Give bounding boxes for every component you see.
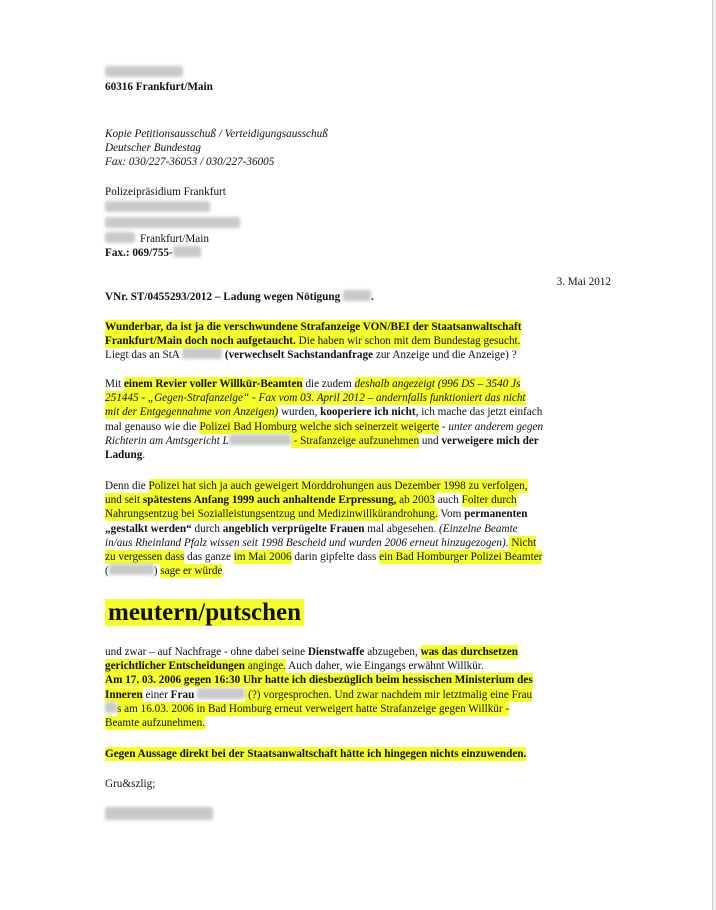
p3-text: Vom (437, 508, 465, 521)
recipient-block (105, 185, 611, 260)
p4-text: Beamte aufzunehmen. (105, 716, 206, 729)
p3-text: Polizei hat sich ja auch geweigert Morddrohungen aus Dezember 1998 zu verfolgen, (148, 480, 528, 492)
p4-text: s am 16.03. 2006 in Bad Homburg erneut verweigert hatte Strafanzeige gegen Willkür - (117, 702, 510, 715)
p3-text: in/aus Rheinland Pfalz wissen seit 1998 Bescheid und wurden 2006 erneut hinzugezogen). (105, 536, 509, 549)
p1-text: zur Anzeige und die Anzeige) ? (373, 349, 517, 362)
p3-text: Nahrungsentzug bei Sozialleistungsentzug und Medizinwillkürandrohung. (105, 508, 438, 521)
recipient-street-redacted (105, 201, 611, 215)
p2-text: verweigere mich der (441, 434, 539, 447)
recipient-fax (105, 246, 611, 260)
recipient-city-line (105, 232, 611, 246)
p2-text: wurden, (278, 406, 321, 419)
p4-text: abzugeben, (364, 646, 421, 658)
p3-text: Denn die (105, 480, 149, 492)
p1-text: verschwundene Strafanzeige VON/BEI der Staatsanwaltschaft (223, 321, 522, 333)
p2-text: . (142, 448, 146, 461)
p4-text: Dienstwaffe (307, 646, 365, 658)
p1-text: (verwechselt Sachstandanfrage (222, 349, 374, 362)
p3-text: „gestalkt werden“ (105, 522, 192, 535)
p2-text: Richterin am Amtsgericht L (105, 434, 229, 447)
p3-text: ab 2003 (396, 494, 435, 507)
p3-text: ein Bad Homburger Polizei Beamter (379, 550, 543, 563)
closing-statement (105, 747, 611, 761)
p4-text: anginge. (244, 660, 286, 673)
p3-text: (Einzelne Beamte (439, 522, 518, 535)
p3-text: Folter durch (461, 494, 517, 507)
p3-text: späteste (140, 494, 181, 507)
p4-text: (?) vorgesprochen. Und zwar nachdem mir letztmalig eine Frau (245, 688, 533, 701)
recipient-city: Frankfurt/Main (140, 232, 209, 245)
p3-text: auch (434, 494, 462, 507)
p4-text: Am 17. 03. 2006 gegen 16:30 Uhr hatte ich diesbezüglich beim hessischen Ministerium des (105, 674, 533, 687)
copy-block (105, 127, 611, 170)
p2-text: Ladung (105, 448, 143, 461)
p3-text: und seit (105, 494, 141, 507)
p2-text: einem Revier voller Willkür-Beamten (123, 378, 303, 390)
copy-line-2: Deutscher Bundestag (105, 142, 202, 155)
p2-text: die zudem (302, 378, 355, 390)
p1-text: Frankfurt/Main doch noch aufgetaucht. (105, 335, 296, 348)
p4-text: und zwar – auf Nachfrage - ohne dabei seine (105, 646, 308, 658)
p2-text: Polizei Bad Homburg welche sich seinerzeit weigerte (199, 420, 440, 433)
p3-text: im Mai 2006 (233, 550, 292, 563)
p1-text: Liegt das an StA (105, 349, 183, 362)
p2-text: und (419, 434, 442, 447)
p4-text: einer (142, 688, 171, 701)
subject-text: VNr. ST/0455293/2012 – Ladung wegen Nötigung (105, 291, 341, 303)
p2-text: deshalb angezeigt (996 DS – 3540 Js (354, 378, 521, 390)
paragraph-2 (105, 377, 611, 462)
p2-text: , ich mache das jetzt einfach (415, 406, 543, 419)
p1-text: Die haben wir schon mit dem Bundestag gesucht. (295, 335, 521, 348)
closing-statement-text: Gegen Aussage direkt bei der Staatsanwaltschaft hätte ich hingegen nichts einzuwenden. (105, 748, 527, 760)
p2-text: 251445 - „Gegen-Strafanzeige“ - Fax vom 03. April 2012 – andernfalls funktioniert das nicht (105, 392, 526, 405)
p3-text: durch (191, 522, 223, 535)
recipient-fax-text: Fax.: 069/755- (105, 246, 173, 259)
copy-line-1: Kopie Petitionsausschuß / Verteidigungsausschuß (105, 128, 328, 140)
p4-text: Auch daher, wie Eingangs erwähnt Willkür. (285, 660, 484, 673)
p3-text: ) (153, 565, 161, 578)
emphasis-heading-text: meutern/putschen (105, 599, 304, 626)
p3-text: permanenten (464, 508, 528, 521)
p3-text: ns Anfang 1999 auch anhaltende Erpressung, (180, 494, 397, 507)
p2-text: - Strafanzeige aufzunehmen (290, 434, 420, 447)
p4-text: Inneren (105, 688, 143, 701)
p3-text: darin gipfelte dass (291, 550, 380, 563)
p2-text: mal genauso wie die (105, 420, 200, 433)
sender-city: 60316 Frankfurt/Main (105, 81, 213, 94)
paragraph-3 (105, 479, 611, 578)
copy-line-3: Fax: 030/227-36053 / 030/227-36005 (105, 156, 275, 169)
p1-text: Wunderbar, da ist ja die (105, 321, 224, 333)
p3-text: ( (105, 565, 109, 578)
p2-text: Mit (105, 378, 124, 390)
emphasis-heading (105, 598, 611, 628)
p4-text: Frau (170, 688, 195, 701)
greeting: Gru&szlig; (105, 778, 156, 790)
subject-line: VNr. ST/0455293/2012 – Ladung wegen Nötigung . (105, 291, 374, 303)
paragraph-4 (105, 645, 611, 730)
p3-text: zu vergessen dass (105, 550, 185, 563)
p2-text: mit der Entgegennahme von Anzeigen) (105, 406, 279, 419)
paragraph-1 (105, 320, 611, 363)
p3-text: das ganze (184, 550, 234, 563)
p4-text: gerichtlicher Entscheidungen (105, 660, 245, 673)
recipient-name: Polizeipräsidium Frankfurt (105, 186, 226, 198)
sender-block (105, 66, 611, 94)
signature-redacted (105, 807, 611, 823)
p2-text: - unter anderem gegen (439, 420, 544, 433)
p4-text: was das durchsetzen (420, 646, 519, 658)
p3-text: sage er würde (160, 565, 223, 578)
p3-text: mal abgesehen. (364, 522, 440, 535)
p2-text: kooperiere ich nicht (320, 406, 416, 419)
sender-name-redacted (105, 66, 611, 80)
recipient-extra-redacted (105, 217, 611, 231)
p3-text: angeblich verprügelte Frauen (222, 522, 365, 535)
letter-date: 3. Mai 2012 (556, 276, 611, 288)
p3-text: Nicht (508, 536, 537, 549)
